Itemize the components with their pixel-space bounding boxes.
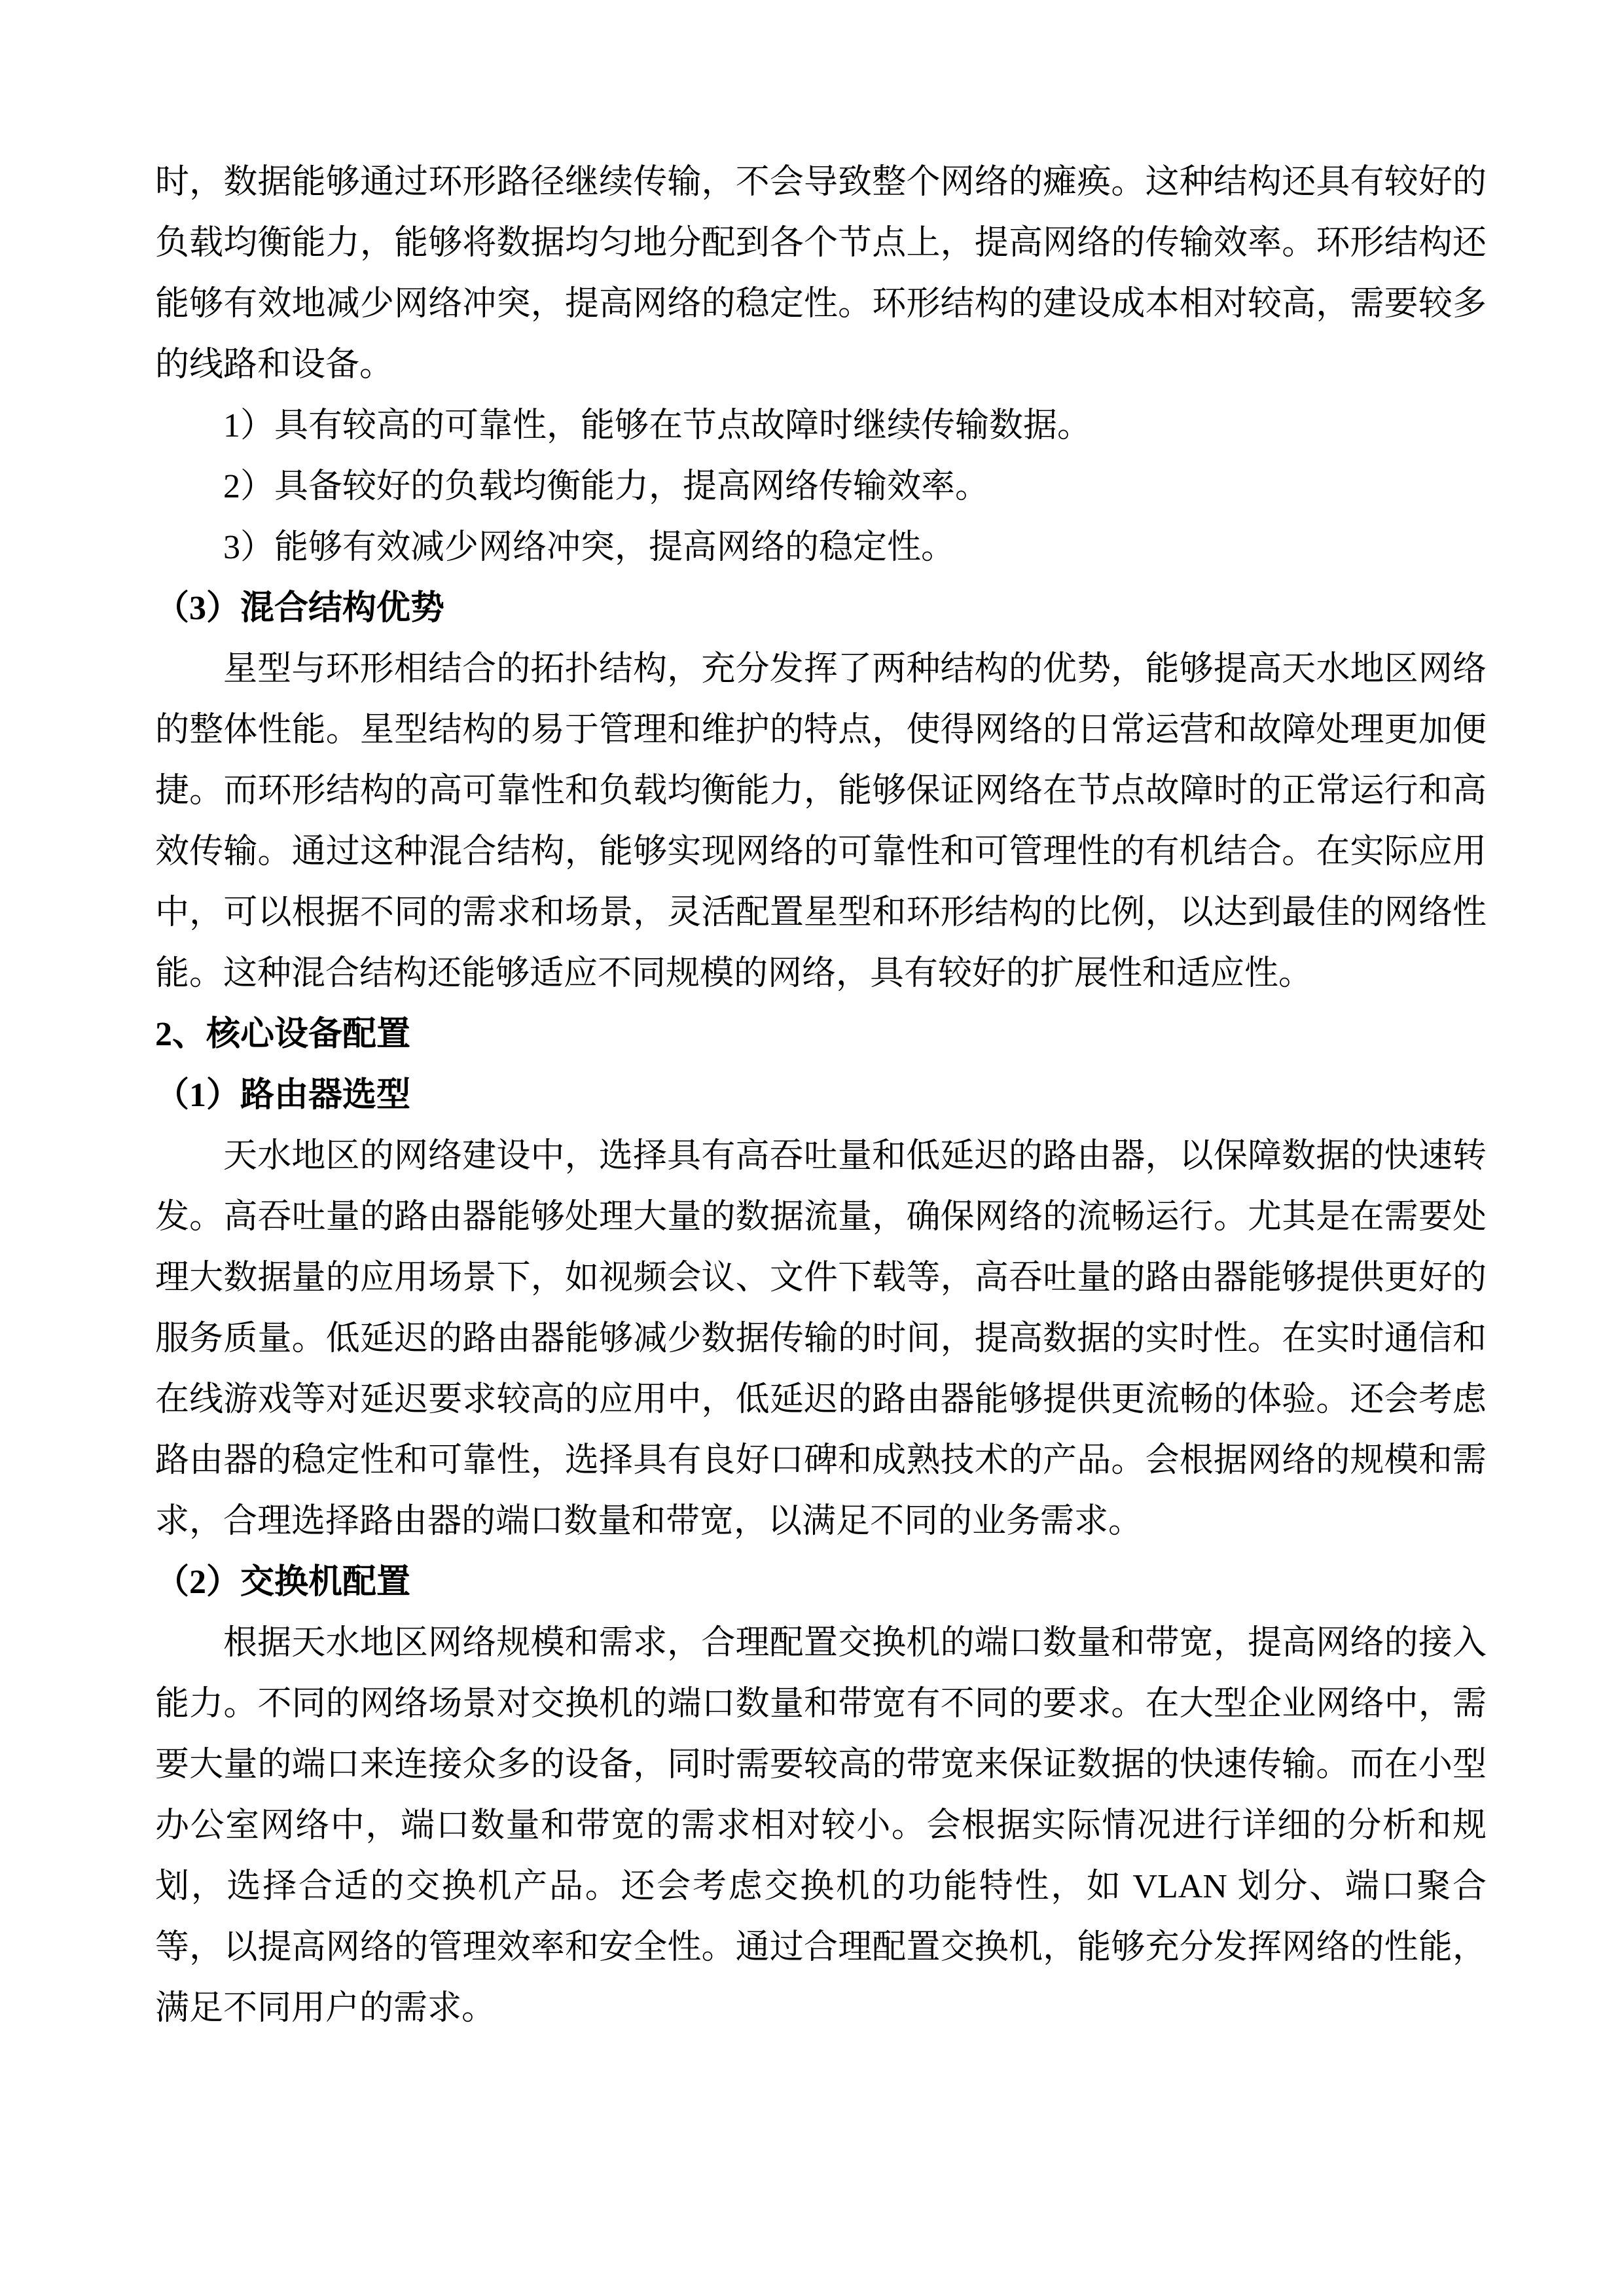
numbered-list-item: 2）具备较好的负载均衡能力，提高网络传输效率。 [223, 468, 990, 505]
subsection-heading-switch-configuration: （2）交换机配置 [155, 1564, 411, 1601]
body-paragraph: 星型与环形相结合的拓扑结构，充分发挥了两种结构的优势，能够提高天水地区网络的整体性能。星型结构的易于管理和维护的特点，使得网络的日常运营和故障处理更加便捷。而环形结构的高可靠性和负载均衡能力，能够保证网络在节点故障时的正常运行和高效传输。通过这种混合结构，能够实现网络的可靠性和可管理性的有机结合。在实际应用中，可以根据不同的需求和场景，灵活配置星型和环形结构的比例，以达到最佳的网络性能。这种混合结构还能够适应不同规模的网络，具有较好的扩展性和适应性。 [155, 651, 1487, 992]
numbered-list-item: 1）具有较高的可靠性，能够在节点故障时继续传输数据。 [223, 407, 1092, 444]
body-paragraph-continued: 时，数据能够通过环形路径继续传输，不会导致整个网络的瘫痪。这种结构还具有较好的负载均衡能力，能够将数据均匀地分配到各个节点上，提高网络的传输效率。环形结构还能够有效地减少网络冲突，提高网络的稳定性。环形结构的建设成本相对较高，需要较多的线路和设备。 [155, 164, 1487, 384]
section-heading-core-equipment: 2、核心设备配置 [155, 1016, 411, 1053]
numbered-list-item: 3）能够有效减少网络冲突，提高网络的稳定性。 [223, 529, 956, 566]
body-paragraph: 根据天水地区网络规模和需求，合理配置交换机的端口数量和带宽，提高网络的接入能力。不同的网络场景对交换机的端口数量和带宽有不同的要求。在大型企业网络中，需要大量的端口来连接众多的设备，同时需要较高的带宽来保证数据的快速传输。而在小型办公室网络中，端口数量和带宽的需求相对较小。会根据实际情况进行详细的分析和规划，选择合适的交换机产品。还会考虑交换机的功能特性，如 VLAN 划分、端口聚合等，以提高网络的管理效率和安全性。通过合理配置交换机，能够充分发挥网络的性能，满足不同用户的需求。 [155, 1624, 1487, 2027]
subsection-heading-hybrid-structure: （3）混合结构优势 [155, 590, 445, 627]
subsection-heading-router-selection: （1）路由器选型 [155, 1077, 411, 1114]
body-paragraph: 天水地区的网络建设中，选择具有高吞吐量和低延迟的路由器，以保障数据的快速转发。高吞吐量的路由器能够处理大量的数据流量，确保网络的流畅运行。尤其是在需要处理大数据量的应用场景下，如视频会议、文件下载等，高吞吐量的路由器能够提供更好的服务质量。低延迟的路由器能够减少数据传输的时间，提高数据的实时性。在实时通信和在线游戏等对延迟要求较高的应用中，低延迟的路由器能够提供更流畅的体验。还会考虑路由器的稳定性和可靠性，选择具有良好口碑和成熟技术的产品。会根据网络的规模和需求，合理选择路由器的端口数量和带宽，以满足不同的业务需求。 [155, 1138, 1487, 1540]
